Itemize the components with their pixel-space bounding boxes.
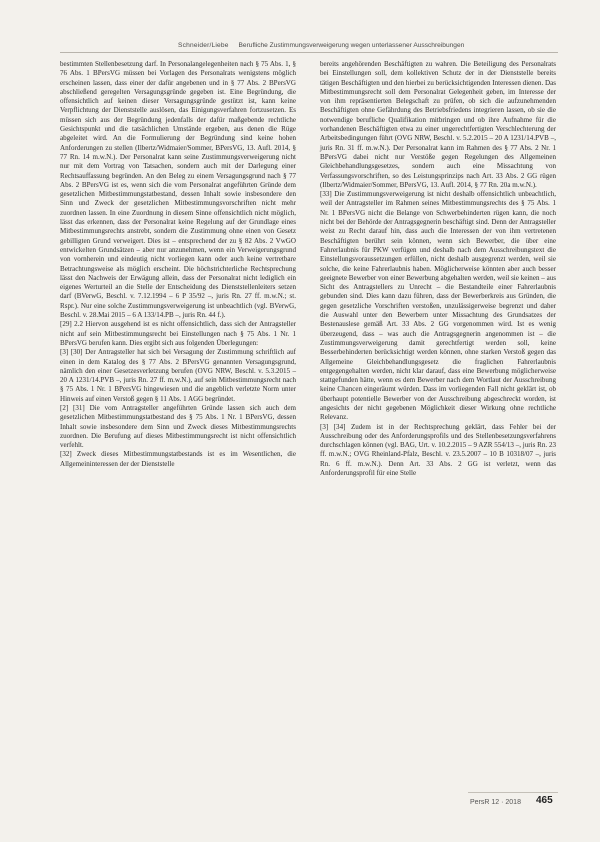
paragraph: [33] Die Zustimmungsverweigerung ist nicht deshalb offensichtlich unbeachtlich, weil der Antragsteller im Rahmen seines Mitbestimmungsrechts des § 75 Abs. 1 Nr. 1 BPersVG nicht die Belange von Schwerbehinderten rügen kann, die noch nicht bei der Behörde der Antragsgegnerin beschäftigt sind. Denn der Antragsteller weist zu Recht darauf hin, dass auch die Interessen der von ihm vertretenen Beschäftigten berührt sein können, wenn sich Bewerber, die über eine Fahrerlaubnis für PKW verfügen und deshalb nach dem Ausschreibungstext die Einstellungsvoraussetzungen erfüllen, nicht deshalb ausgegrenzt werden, weil sie solche, die keine Fahrerlaubnis haben. Möglicherweise könnten aber auch besser geeignete Bewerber von einer Bewerbung abgehalten werden, weil sie keinen – aus Sicht des Antragstellers zu Unrecht – die Bestandteile einer Fahrerlaubnis gebunden sind. Dies kann dazu führen, dass der Bewerberkreis aus Gründen, die gegen gesetzliche Vorschriften verstoßen, unzulässigerweise begrenzt und daher die Auswahl unter den Bewerbern unter Missachtung des Grundsatzes der Bestenauslese gemäß Art. 33 Abs. 2 GG vorgenommen wird. Ist es wenig überzeugend, dass – was auch die Antragsgegnerin angenommen ist – die Zustimmungsverweigerung damit gerechtfertigt werden soll, keine Besserbehinderten berücksichtigt werden können, ohne starken Verstoß gegen das Allgemeine Gleichbehandlungsgesetz die fraglichen Fahrerlaubnis entgegengehalten werden, nicht klar darauf, dass eine Bewerbung möglicherweise stattgefunden hätte, wenn es dem Bewerber nach dem Wortlaut der Ausschreibung keine Chancen eingeräumt würden. Dass im vorliegenden Fall nicht geklärt ist, ob überhaupt potentielle Bewerber von der Ausschreibung abgeschreckt worden, ist angesichts der nicht gegebenen Möglichkeit dieser Wirkung ohne rechtliche Relevanz. bbox=[320, 190, 556, 422]
paragraph: bestimmten Stellenbesetzung darf. In Personalangelegenheiten nach § 75 Abs. 1, § 76 Abs. 1 BPersVG müssen bei Vorlagen des Personalrats wenigstens möglich erscheinen lassen, dass einer der dafür angebenen und in § 77 Abs. 2 BPersVG abschließend geregelten Versagungsgründe gegeben ist. Eine Begründung, die offensichtlich auf keinen dieser Versagungsgründe gestützt ist, kann keine Verpflichtung der Dienststelle auslösen, das Einigungsverfahren fortzusetzen. Es müssen sich aus der Begründung jedenfalls der dafür maßgebende rechtliche Gesichtspunkt und die tatsächlichen Umstände ergeben, aus denen die Rüge abgeleitet wird. An die Formulierung der Begründung sind keine hohen Anforderungen zu stellen (Ilbertz/Widmaier/Sommer, BPersVG, 13. Aufl. 2014, § 77 Rn. 14 m.w.N.). Der Personalrat kann seine Zustimmungsverweigerung nicht nur mit dem Vortrag von Tatsachen, sondern auch mit der Darlegung einer Rechtsauffassung begründen. An den Beleg zu einem Versagungsgrund nach § 77 Abs. 2 BPersVG ist es, wenn sich die vom Personalrat angeführten Gründe dem gesetzlichen Mitbestimmungstatbestand, dessen Inhalt sowie insbesondere den Sinn und Zweck der gesetzlichen Mitbestimmungsvorschriften nicht mehr zuordnen lassen. In eine Zuordnung in diesem Sinne offensichtlich nicht möglich, lässt das erkennen, dass der Personalrat keine Regelung auf der Grundlage eines Mitbestimmungsrechts anstrebt, sondern die Zustimmung ohne einen von Gesetz gebilligten Grund verweigert. Dies ist – entsprechend der zu § 82 Abs. 2 VwGO entwickelten Grundsätzen – aber nur anzunehmen, wenn ein Verweigerungsgrund von vornherein und eindeutig nicht vorliegen kann oder auch keine vertretbare Betrachtungsweise als möglich erscheint. Die höchstrichterliche Rechtsprechung lässt den Nachweis der Erwägung allein, dass der Personalrat nicht lediglich ein eigenes Werturteil an die Stelle der Entscheidung des Dienststellenleiters setzen darf (BVerwG, Beschl. v. 7.12.1994 – 6 P 35/92 –, juris Rn. 27 ff. m.w.N.; st. Rspr.). Nur eine solche Zustimmungsverweigerung ist unbeachtlich (vgl. BVerwG, Beschl. v. 28.Mai 2015 – 6 A 133/14.PB –, juris Rn. 44 f.). bbox=[60, 60, 296, 320]
running-header bbox=[178, 42, 558, 49]
page-number: 465 bbox=[536, 795, 553, 806]
header-title: Berufliche Zustimmungsverweigerung wegen unterlassener Ausschreibungen bbox=[238, 42, 465, 49]
paragraph: bereits angehörenden Beschäftigten zu wahren. Die Beteiligung des Personalrats bei Einstellungen soll, dem kollektiven Schutz der in der Dienststelle bereits tätigen Beschäftigten und den hierbei zu berücksichtigenden Interessen dienen. Das Mitbestimmungsrecht soll dem Personalrat Gelegenheit geben, im Interesse der von ihm repräsentierten Belegschaft zu prüfen, ob sich die aufzunehmenden Beschäftigten ohne Gefährdung des Betriebsfriedens integrieren lassen, ob sie die notwendige berufliche Qualifikation mitbringen und ob ihre Aufnahme für die vorhandenen Beschäftigten etwa zu einer ungerechtfertigten Verschlechterung der Arbeitsbedingungen führt (OVG NRW, Beschl. v. 5.2.2015 – 20 A 1231/14.PVB –, juris Rn. 31 ff. m.w.N.). Der Personalrat kann im Rahmen des § 77 Abs. 2 Nr. 1 BPersVG dabei nicht nur Verstöße gegen Regelungen des Allgemeinen Gleichbehandlungsgesetzes, sondern auch eine Missachtung von Verfassungsvorschriften, so des Leistungsprinzips nach Art. 33 Abs. 2 GG rügen (Ilbertz/Widmaier/Sommer, BPersVG, 13. Aufl. 2014, § 77 Rn. 20a m.w.N.). bbox=[320, 60, 556, 189]
journal-issue: PersR 12 · 2018 bbox=[470, 799, 521, 806]
header-author: Schneider/Liebe bbox=[178, 42, 229, 49]
paragraph: [3] [30] Der Antragsteller hat sich bei Versagung der Zustimmung schriftlich auf einen in dem Katalog des § 77 Abs. 2 BPersVG genannten Versagungsgrund, nämlich den einer Gesetzesverletzung berufen (OVG NRW, Beschl. v. 5.3.2015 – 20 A 1231/14.PVB –, juris Rn. 27 ff. m.w.N.), auf sein Mitbestimmungsrecht nach § 75 Abs. 1 Nr. 1 BPersVG hingewiesen und die angeblich verletzte Norm unter Hinweis auf einen Verstoß gegen § 11 Abs. 1 AGG begründet. bbox=[60, 348, 296, 403]
right-column bbox=[320, 60, 556, 478]
paragraph: [29] 2.2 Hiervon ausgehend ist es nicht offensichtlich, dass sich der Antragsteller nicht auf sein Mitbestimmungsrecht bei Einstellungen nach § 75 Abs. 1 Nr. 1 BPersVG berufen kann. Dies ergibt sich aus folgenden Überlegungen: bbox=[60, 320, 296, 347]
paragraph: [2] [31] Die vom Antragsteller angeführten Gründe lassen sich auch dem gesetzlichen Mitbestimmungstatbestand des § 75 Abs. 1 Nr. 1 BPersVG, dessen Inhalt sowie insbesondere dem Sinn und Zweck dieses Mitbestimmungsrechts zuordnen. Die Berufung auf dieses Mitbestimmungsrecht ist nicht offensichtlich verfehlt. bbox=[60, 403, 296, 450]
paragraph: [32] Zweck dieses Mitbestimmungstatbestands ist es im Wesentlichen, die Allgemeininteressen der der Dienststelle bbox=[60, 450, 296, 468]
header-divider bbox=[60, 52, 558, 53]
left-column bbox=[60, 60, 296, 469]
paragraph: [3] [34] Zudem ist in der Rechtsprechung geklärt, dass Fehler bei der Ausschreibung oder des Anforderungsprofils und des Stellenbesetzungsverfahrens durchschlagen können (vgl. BAG, Urt. v. 10.2.2015 – 9 AZR 554/13 –, juris Rn. 23 ff. m.w.N.; OVG Rheinland-Pfalz, Beschl. v. 23.5.2007 – 10 B 10318/07 –, juris Rn. 6 ff. m.w.N.). Denn Art. 33 Abs. 2 GG ist verletzt, wenn das Anforderungsprofil für eine Stelle bbox=[320, 422, 556, 478]
footer-divider bbox=[468, 792, 558, 793]
